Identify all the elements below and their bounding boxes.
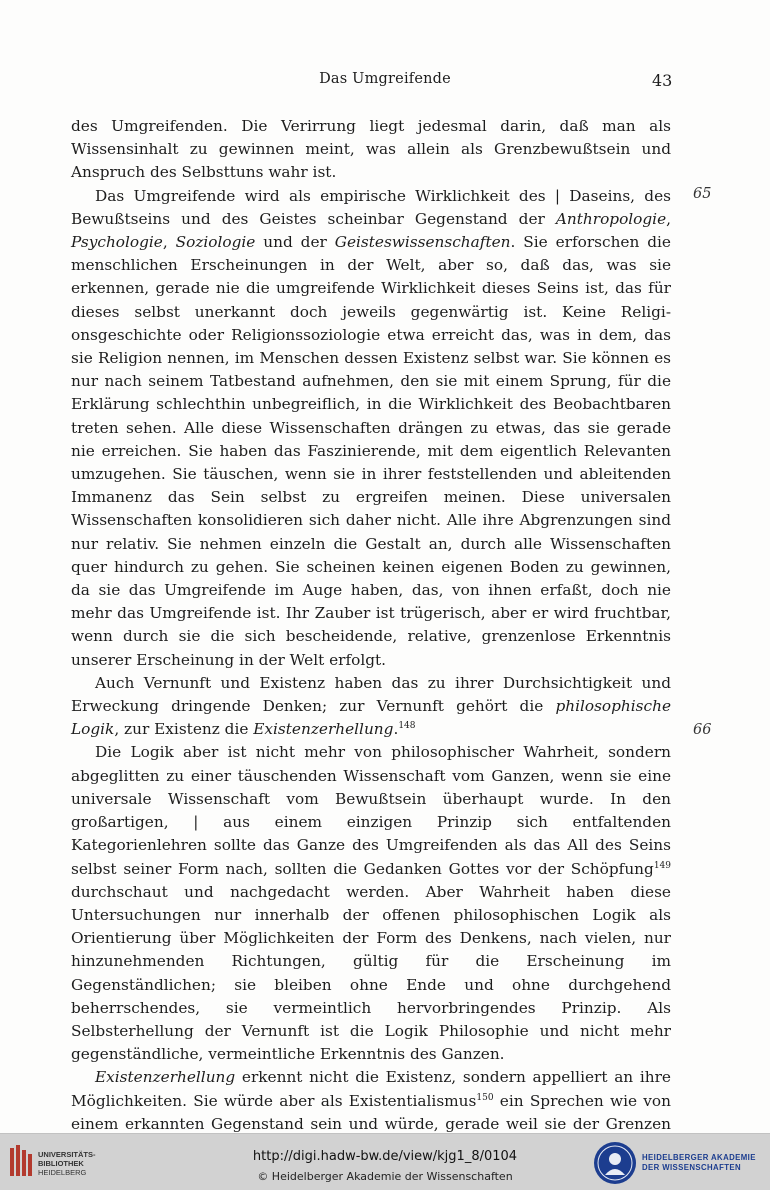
text-run: . <box>393 720 399 739</box>
academy-seal-icon[interactable] <box>593 1141 637 1185</box>
ub-line: HEIDELBERG <box>38 1168 87 1177</box>
ub-line: UNIVERSITÄTS- <box>38 1150 96 1159</box>
text-run: durchschaut und nachgedacht werden. Aber Wahrheit haben diese Untersuchungen nur innerhalb der offenen philosophischen Logik als Orientierung über Möglichkeiten der Form des Denkens, nach vielen, nur hinzunehmenden Richtungen, gültig für die Erscheinung im Gegenständlichen; sie bleiben ohne Ende und ohne durchgehend beherrschendes, sie vermeintlich hervorbringendes Prinzip. Als Selbsterhellung der Vernunft ist die Logik Philosophie und nicht mehr gegenständliche, vermeintliche Erkenntnis des Ganzen. <box>71 882 671 1064</box>
paragraph <box>71 672 671 742</box>
academy-name <box>642 1153 756 1173</box>
body-text <box>71 115 671 1159</box>
footnote-ref[interactable]: 150 <box>476 1092 494 1103</box>
permalink-url[interactable]: http://digi.hadw-bw.de/view/kjg1_8/0104 <box>252 1149 518 1164</box>
emphasis: Geisteswissenschaften <box>334 233 511 252</box>
academy-line: HEIDELBERGER AKADEMIE <box>642 1153 756 1162</box>
emphasis: Anthropologie <box>555 209 667 228</box>
margin-page-marker: 66 <box>693 722 712 738</box>
text-run: , <box>666 209 671 228</box>
emphasis: Existenzerhellung <box>95 1068 236 1087</box>
emphasis: Soziologie <box>175 233 256 252</box>
page-number: 43 <box>652 71 673 90</box>
paragraph: des Umgreifenden. Die Verirrung liegt jedesmal darin, daß man als Wissensinhalt zu gewinnen meint, was allein als Grenzbewußtsein und Anspruch des Selbsttuns wahr ist. <box>71 117 671 182</box>
academy-line: DER WISSENSCHAFTEN <box>642 1163 742 1172</box>
text-run: ein Sprechen wie von einem erkannten Gegenstand sein und würde, gerade weil sie der Grenzen <box>71 1091 671 1133</box>
viewer-footer <box>0 1133 770 1190</box>
copyright-notice: © Heidelberger Akademie der Wissenschaften <box>257 1170 513 1183</box>
ub-line: BIBLIOTHEK <box>38 1159 84 1168</box>
paragraph <box>71 185 671 672</box>
running-title: Das Umgreifende <box>319 71 451 87</box>
text-run: Auch Vernunft und Existenz haben das zu ihrer Durchsichtigkeit und Erweckung dringende Denken; zur Vernunft gehört die <box>71 673 671 716</box>
text-run: , zur Existenz die <box>114 720 254 739</box>
emphasis: Psychologie <box>71 233 163 252</box>
text-run: . Sie erforschen die menschlichen Erscheinungen in der Welt, aber so, daß das, was sie erkennen, gerade nie die umgreifende Wirklichkeit dieses Seins ist, das für dieses selbst unerkannt doch jeweils gegenwärtig ist. Keine Religionsgeschichte oder Religionssoziologie etwa erreicht das, was in dem, das sie Religion nennen, im Menschen dessen Existenz selbst war. Sie können es nur nach seinem Tatbestand aufnehmen, den sie mit einem Sprung, für die Erklärung schlechthin unbegreiflich, in die Wirklichkeit des Beobachtbaren treten sehen. Alle diese Wissenschaften drängen zu etwas, das sie gerade nie erreichen. Sie haben das Faszinierende, mit dem eigentlich Relevanten umzugehen. Sie täuschen, wenn sie in ihrer feststellenden und ableitenden Immanenz das Sein selbst zu ergreifen meinen. Diese universalen Wissenschaften konsolidieren sich daher nicht. Alle ihre Abgrenzungen sind nur relativ. Sie nehmen einzeln die Gestalt an, durch alle Wissenschaften quer hindurch zu gehen. Sie scheinen keinen eigenen Boden zu gewinnen, da sie das Umgreifende im Auge haben, das, von ihnen erfaßt, doch nie mehr das Umgreifende ist. Ihr Zauber ist trügerisch, aber er wird fruchtbar, wenn durch sie die sich bescheidende, relative, grenzenlose Erkenntnis unserer Erscheinung in der Welt erfolgt. <box>71 233 671 669</box>
text-run: , <box>162 233 176 252</box>
emphasis: Existenzerhellung <box>253 720 394 739</box>
text-run: erkennt nicht die Existenz, sondern appelliert an ihre Möglichkeiten. Sie würde aber als Existentialismus <box>71 1068 671 1110</box>
text-run: Das Umgreifende wird als empirische Wirklichkeit des | Daseins, des Bewußtseins und des Geistes scheinbar Gegenstand der <box>71 186 671 228</box>
footnote-ref[interactable]: 149 <box>653 860 671 871</box>
margin-page-marker: 65 <box>693 186 712 202</box>
paragraph <box>71 741 671 1066</box>
text-run: und der <box>255 233 335 252</box>
text-run: Die Logik aber ist nicht mehr von philosophischer Wahrheit, sondern abgeglitten zu einer täuschenden Wissenschaft vom Ganzen, wenn sie eine universale Wissenschaft vom Bewußtsein überhaupt wurde. In den großartigen, | aus einem einzigen Prinzip sich entfaltenden Kategorienlehren sollte das Ganze des Umgreifenden als das All des Seins selbst seiner Form nach, sollten die Gedanken Gottes vor der Schöpfung <box>71 743 671 878</box>
footnote-ref[interactable]: 148 <box>398 721 416 732</box>
emphasis: philosophische Logik <box>71 697 671 739</box>
